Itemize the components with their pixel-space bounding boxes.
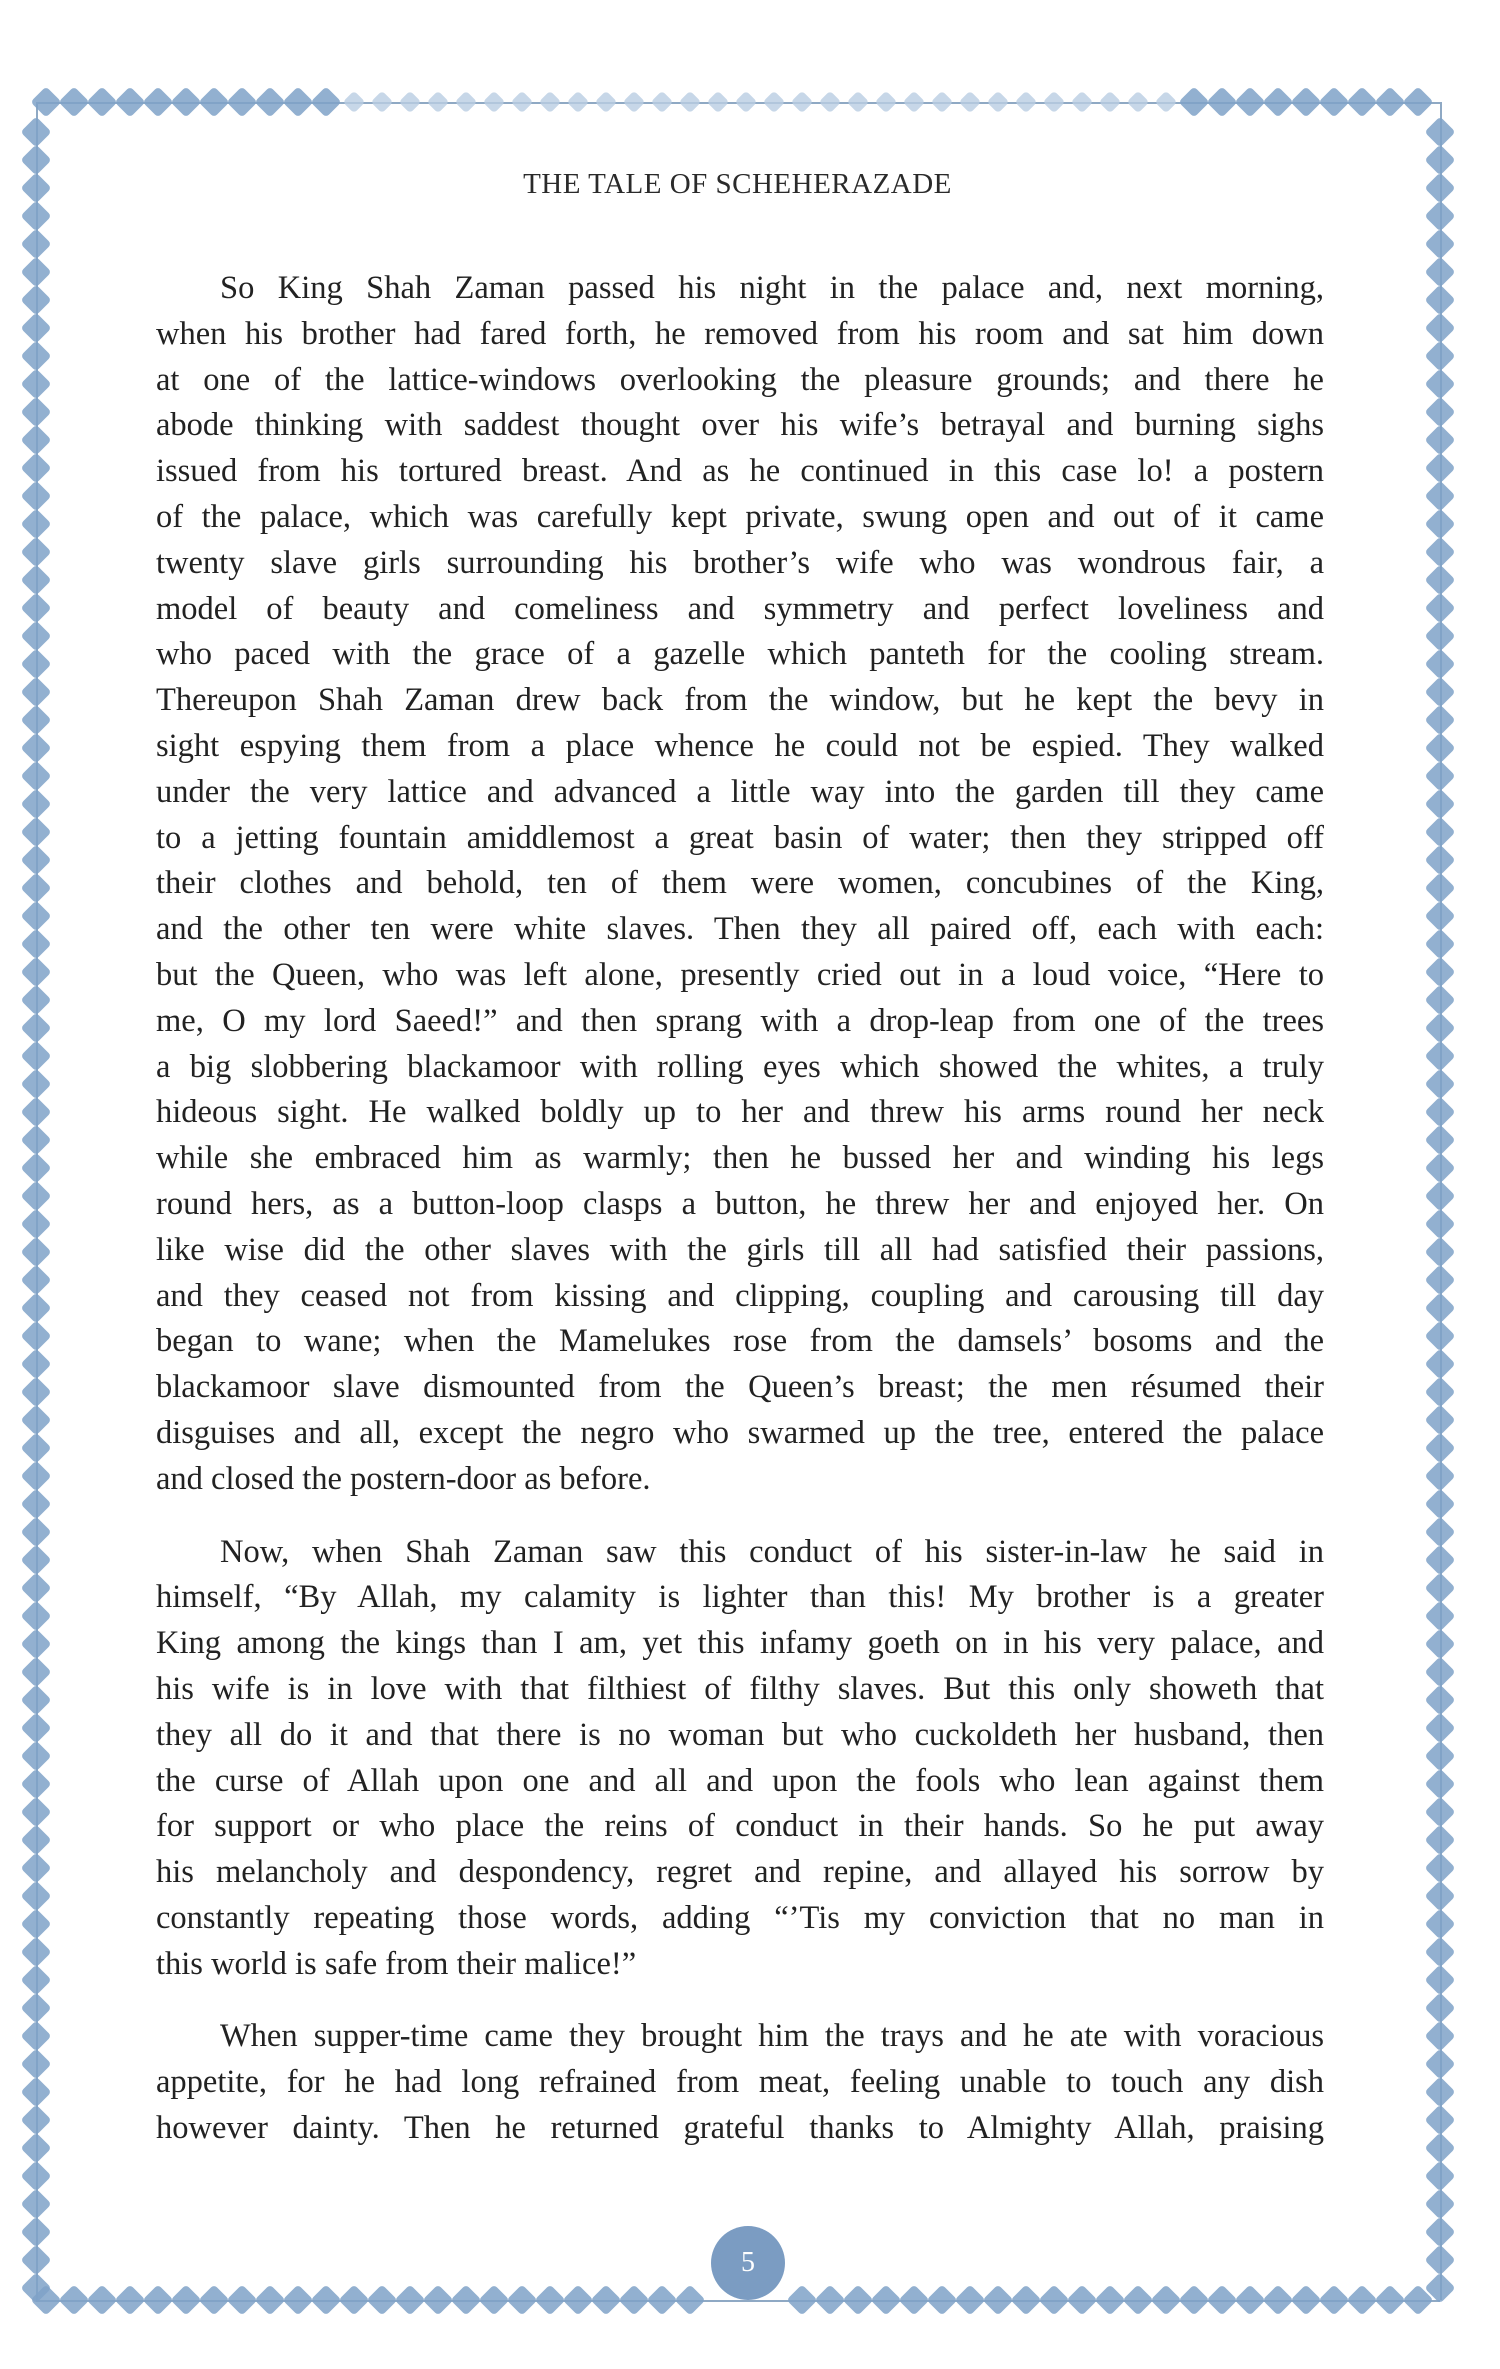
text-line: however dainty. Then he returned grateful thanks to Almighty Allah, praising [156, 2110, 1324, 2147]
text-line: and the other ten were white slaves. Then they all paired off, each with each: [156, 911, 1324, 948]
ornament-icon [20, 1796, 51, 1827]
ornament-icon [20, 2104, 51, 2135]
ornament-icon [20, 1376, 51, 1407]
ornament-icon [142, 86, 173, 117]
ornament-icon [1424, 2244, 1455, 2275]
ornament-icon [20, 2132, 51, 2163]
ornament-icon [1015, 91, 1038, 114]
ornament-icon [20, 1208, 51, 1239]
ornament-icon [1262, 2284, 1293, 2315]
ornament-icon [1424, 452, 1455, 483]
ornament-icon [20, 480, 51, 511]
ornament-icon [1424, 312, 1455, 343]
ornament-icon [1424, 1740, 1455, 1771]
text-line: to a jetting fountain amiddlemost a great basin of water; then they stripped off [156, 819, 1324, 856]
ornament-icon [20, 732, 51, 763]
ornament-icon [20, 592, 51, 623]
ornament-icon [1424, 1908, 1455, 1939]
ornament-icon [1424, 200, 1455, 231]
ornament-icon [1206, 2284, 1237, 2315]
ornament-icon [1424, 788, 1455, 819]
ornament-icon [1424, 1152, 1455, 1183]
ornament-icon [926, 2284, 957, 2315]
text-line: disguises and all, except the negro who swarmed up the tree, entered the palace [156, 1414, 1324, 1451]
ornament-icon [674, 2284, 705, 2315]
ornament-icon [1374, 2284, 1405, 2315]
ornament-icon [20, 1656, 51, 1687]
ornament-icon [1424, 1236, 1455, 1267]
ornament-icon [1424, 676, 1455, 707]
ornament-icon [1424, 928, 1455, 959]
ornament-icon [1424, 480, 1455, 511]
paragraph [156, 1530, 1324, 1988]
ornament-icon [20, 1600, 51, 1631]
text-line: at one of the lattice-windows overlooking the pleasure grounds; and there he [156, 361, 1324, 398]
text-line: model of beauty and comeliness and symmetry and perfect loveliness and [156, 590, 1324, 627]
ornament-icon [20, 1768, 51, 1799]
ornament-icon [20, 676, 51, 707]
text-line: issued from his tortured breast. And as he continued in this case lo! a postern [156, 453, 1324, 490]
ornament-icon [20, 536, 51, 567]
ornament-icon [310, 86, 341, 117]
ornament-icon [20, 1740, 51, 1771]
ornament-icon [455, 91, 478, 114]
ornament-icon [1318, 86, 1349, 117]
ornament-icon [1234, 86, 1265, 117]
ornament-icon [20, 760, 51, 791]
text-line: while she embraced him as warmly; then he bussed her and winding his legs [156, 1140, 1324, 1177]
ornament-icon [450, 2284, 481, 2315]
ornament-icon [198, 86, 229, 117]
ornament-icon [20, 1040, 51, 1071]
ornament-icon [511, 91, 534, 114]
ornament-icon [1094, 2284, 1125, 2315]
ornament-icon [20, 368, 51, 399]
text-line: King among the kings than I am, yet this infamy goeth on in his very palace, and [156, 1625, 1324, 1662]
ornament-icon [1424, 1544, 1455, 1575]
ornament-icon [366, 2284, 397, 2315]
ornament-icon [1424, 368, 1455, 399]
ornament-icon [20, 1124, 51, 1155]
ornament-icon [20, 956, 51, 987]
text-line: sight espying them from a place whence he could not be espied. They walked [156, 727, 1324, 764]
ornament-icon [1346, 2284, 1377, 2315]
ornament-icon [1424, 564, 1455, 595]
text-line: and they ceased not from kissing and clipping, coupling and carousing till day [156, 1277, 1324, 1314]
ornament-icon [1424, 536, 1455, 567]
ornament-icon [1346, 86, 1377, 117]
ornament-icon [142, 2284, 173, 2315]
text-line: the curse of Allah upon one and all and upon the fools who lean against them [156, 1762, 1324, 1799]
ornament-icon [1424, 872, 1455, 903]
text-line: himself, “By Allah, my calamity is lighter than this! My brother is a greater [156, 1579, 1324, 1616]
ornament-icon [1424, 1712, 1455, 1743]
ornament-icon [20, 1516, 51, 1547]
text-line: abode thinking with saddest thought over his wife’s betrayal and burning sighs [156, 407, 1324, 444]
ornament-icon [20, 1236, 51, 1267]
ornament-icon [20, 2216, 51, 2247]
ornament-icon [1071, 91, 1094, 114]
ornament-icon [399, 91, 422, 114]
ornament-icon [1290, 86, 1321, 117]
ornament-icon [1424, 816, 1455, 847]
ornament-icon [20, 1348, 51, 1379]
ornament-icon [1424, 2188, 1455, 2219]
ornament-icon [394, 2284, 425, 2315]
ornament-icon [1424, 1460, 1455, 1491]
body-text [156, 266, 1324, 2179]
page-title: THE TALE OF SCHEHERAZADE [523, 168, 952, 200]
text-line: Now, when Shah Zaman saw this conduct of his sister-in-law he said in [220, 1533, 1324, 1570]
text-line: they all do it and that there is no woman but who cuckoldeth her husband, then [156, 1716, 1324, 1753]
ornament-icon [1424, 648, 1455, 679]
ornament-icon [20, 1292, 51, 1323]
ornament-icon [1424, 1096, 1455, 1127]
ornament-icon [1424, 1656, 1455, 1687]
ornament-icon [1424, 1936, 1455, 1967]
ornament-icon [1262, 86, 1293, 117]
ornament-icon [20, 928, 51, 959]
ornament-icon [282, 86, 313, 117]
ornament-icon [20, 2244, 51, 2275]
ornament-icon [1290, 2284, 1321, 2315]
ornament-icon [1424, 1264, 1455, 1295]
ornament-icon [20, 984, 51, 1015]
ornament-icon [20, 816, 51, 847]
ornament-icon [1402, 86, 1433, 117]
ornament-icon [539, 91, 562, 114]
text-line: me, O my lord Saeed!” and then sprang with a drop-leap from one of the trees [156, 1002, 1324, 1039]
ornament-icon [786, 2284, 817, 2315]
ornament-icon [254, 86, 285, 117]
ornament-icon [20, 452, 51, 483]
ornament-icon [1424, 256, 1455, 287]
ornament-icon [1424, 508, 1455, 539]
ornament-icon [987, 91, 1010, 114]
text-line: for support or who place the reins of conduct in their hands. So he put away [156, 1808, 1324, 1845]
paragraph [156, 266, 1324, 1503]
ornament-icon [1424, 1628, 1455, 1659]
ornament-icon [20, 1712, 51, 1743]
ornament-icon [1424, 116, 1455, 147]
ornament-icon [679, 91, 702, 114]
ornament-icon [954, 2284, 985, 2315]
ornament-icon [982, 2284, 1013, 2315]
ornament-icon [1155, 91, 1178, 114]
ornament-icon [20, 1880, 51, 1911]
ornament-icon [1066, 2284, 1097, 2315]
ornament-icon [1424, 1376, 1455, 1407]
ornament-icon [422, 2284, 453, 2315]
ornament-icon [20, 200, 51, 231]
ornament-icon [791, 91, 814, 114]
ornament-icon [814, 2284, 845, 2315]
ornament-icon [1424, 1824, 1455, 1855]
ornament-icon [534, 2284, 565, 2315]
ornament-icon [371, 91, 394, 114]
ornament-icon [20, 620, 51, 651]
ornament-icon [20, 648, 51, 679]
ornament-icon [226, 2284, 257, 2315]
ornament-icon [1424, 396, 1455, 427]
ornament-icon [20, 1684, 51, 1715]
text-line: under the very lattice and advanced a little way into the garden till they came [156, 773, 1324, 810]
ornament-icon [20, 256, 51, 287]
ornament-icon [1234, 2284, 1265, 2315]
ornament-icon [1424, 2048, 1455, 2079]
ornament-icon [1178, 86, 1209, 117]
ornament-icon [310, 2284, 341, 2315]
ornament-icon [20, 1852, 51, 1883]
ornament-icon [1038, 2284, 1069, 2315]
text-line: his melancholy and despondency, regret and repine, and allayed his sorrow by [156, 1854, 1324, 1891]
ornament-icon [170, 2284, 201, 2315]
ornament-icon [1424, 424, 1455, 455]
ornament-icon [1424, 1404, 1455, 1435]
ornament-icon [20, 284, 51, 315]
ornament-icon [1010, 2284, 1041, 2315]
ornament-icon [20, 1544, 51, 1575]
text-line: who paced with the grace of a gazelle which panteth for the cooling stream. [156, 636, 1324, 673]
text-line: a big slobbering blackamoor with rolling eyes which showed the whites, a truly [156, 1048, 1324, 1085]
ornament-icon [1424, 984, 1455, 1015]
text-line: round hers, as a button-loop clasps a button, he threw her and enjoyed her. On [156, 1185, 1324, 1222]
page-number-badge [711, 2226, 785, 2300]
ornament-icon [58, 86, 89, 117]
ornament-icon [1424, 900, 1455, 931]
ornament-icon [20, 1012, 51, 1043]
ornament-icon [1424, 732, 1455, 763]
ornament-icon [20, 564, 51, 595]
ornament-icon [1424, 1208, 1455, 1239]
ornament-icon [58, 2284, 89, 2315]
text-line: of the palace, which was carefully kept private, swung open and out of it came [156, 498, 1324, 535]
ornament-icon [20, 1572, 51, 1603]
ornament-icon [1424, 1600, 1455, 1631]
ornament-icon [1424, 228, 1455, 259]
ornament-icon [1178, 2284, 1209, 2315]
text-line: when his brother had fared forth, he removed from his room and sat him down [156, 315, 1324, 352]
text-line: blackamoor slave dismounted from the Queen’s breast; the men résumed their [156, 1369, 1324, 1406]
ornament-icon [1424, 592, 1455, 623]
ornament-icon [170, 86, 201, 117]
ornament-icon [20, 1264, 51, 1295]
ornament-icon [282, 2284, 313, 2315]
ornament-icon [1424, 284, 1455, 315]
text-line: Thereupon Shah Zaman drew back from the window, but he kept the bevy in [156, 682, 1324, 719]
ornament-icon [86, 2284, 117, 2315]
ornament-icon [1424, 1880, 1455, 1911]
ornament-icon [1099, 91, 1122, 114]
text-line: twenty slave girls surrounding his brother’s wife who was wondrous fair, a [156, 544, 1324, 581]
ornament-icon [1150, 2284, 1181, 2315]
ornament-icon [1424, 1992, 1455, 2023]
ornament-icon [870, 2284, 901, 2315]
ornament-icon [847, 91, 870, 114]
ornament-icon [1424, 1768, 1455, 1799]
ornament-icon [567, 91, 590, 114]
ornament-icon [1374, 86, 1405, 117]
ornament-icon [1318, 2284, 1349, 2315]
page-number: 5 [741, 2247, 755, 2278]
ornament-icon [427, 91, 450, 114]
ornament-icon [595, 91, 618, 114]
ornament-icon [842, 2284, 873, 2315]
ornament-icon [20, 228, 51, 259]
text-line: hideous sight. He walked boldly up to her and threw his arms round her neck [156, 1094, 1324, 1131]
ornament-icon [623, 91, 646, 114]
ornament-icon [903, 91, 926, 114]
ornament-icon [20, 900, 51, 931]
ornament-icon [959, 91, 982, 114]
ornament-icon [1424, 1572, 1455, 1603]
ornament-icon [1424, 760, 1455, 791]
ornament-icon [651, 91, 674, 114]
ornament-icon [20, 1432, 51, 1463]
ornament-icon [1424, 1852, 1455, 1883]
ornament-icon [1424, 2216, 1455, 2247]
ornament-icon [20, 1096, 51, 1127]
ornament-icon [20, 1992, 51, 2023]
ornament-icon [20, 116, 51, 147]
ornament-icon [1424, 1432, 1455, 1463]
text-line: like wise did the other slaves with the girls till all had satisfied their passions, [156, 1231, 1324, 1268]
ornament-icon [898, 2284, 929, 2315]
text-line: and closed the postern-door as before. [156, 1460, 651, 1497]
ornament-icon [1424, 1488, 1455, 1519]
ornament-icon [20, 1068, 51, 1099]
text-line: their clothes and behold, ten of them were women, concubines of the King, [156, 865, 1324, 902]
ornament-icon [478, 2284, 509, 2315]
ornament-icon [343, 91, 366, 114]
ornament-icon [483, 91, 506, 114]
ornament-icon [20, 1824, 51, 1855]
ornament-icon [254, 2284, 285, 2315]
text-line: his wife is in love with that filthiest of filthy slaves. But this only showeth that [156, 1670, 1324, 1707]
ornament-icon [562, 2284, 593, 2315]
ornament-icon [20, 1460, 51, 1491]
ornament-icon [819, 91, 842, 114]
ornament-icon [20, 396, 51, 427]
ornament-icon [198, 2284, 229, 2315]
ornament-icon [338, 2284, 369, 2315]
ornament-icon [20, 508, 51, 539]
ornament-icon [20, 2020, 51, 2051]
text-line: appetite, for he had long refrained from meat, feeling unable to touch any dish [156, 2064, 1324, 2101]
text-line: began to wane; when the Mamelukes rose from the damsels’ bosoms and the [156, 1323, 1324, 1360]
text-line: but the Queen, who was left alone, presently cried out in a loud voice, “Here to [156, 956, 1324, 993]
ornament-icon [86, 86, 117, 117]
ornament-icon [1127, 91, 1150, 114]
ornament-icon [20, 1488, 51, 1519]
ornament-icon [1424, 704, 1455, 735]
ornament-icon [1424, 1180, 1455, 1211]
ornament-icon [20, 2048, 51, 2079]
ornament-icon [114, 2284, 145, 2315]
ornament-icon [590, 2284, 621, 2315]
ornament-icon [1424, 1964, 1455, 1995]
ornament-icon [20, 704, 51, 735]
ornament-icon [506, 2284, 537, 2315]
ornament-icon [114, 86, 145, 117]
paragraph [156, 2014, 1324, 2151]
ornament-icon [1424, 620, 1455, 651]
ornament-icon [20, 788, 51, 819]
ornament-icon [1424, 1516, 1455, 1547]
ornament-icon [20, 424, 51, 455]
ornament-icon [1424, 956, 1455, 987]
ornament-icon [931, 91, 954, 114]
ornament-icon [1424, 2160, 1455, 2191]
ornament-icon [1424, 2132, 1455, 2163]
ornament-icon [1043, 91, 1066, 114]
ornament-icon [20, 1320, 51, 1351]
ornament-icon [618, 2284, 649, 2315]
ornament-icon [20, 872, 51, 903]
ornament-icon [1424, 1320, 1455, 1351]
text-line: When supper-time came they brought him the trays and he ate with voracious [220, 2018, 1324, 2055]
ornament-icon [20, 1180, 51, 1211]
ornament-icon [20, 1152, 51, 1183]
ornament-icon [20, 1404, 51, 1435]
ornament-icon [20, 1908, 51, 1939]
ornament-icon [20, 340, 51, 371]
ornament-icon [1424, 1124, 1455, 1155]
ornament-icon [20, 2076, 51, 2107]
text-line: this world is safe from their malice!” [156, 1945, 637, 1982]
ornament-icon [875, 91, 898, 114]
ornament-icon [20, 2188, 51, 2219]
ornament-icon [20, 1936, 51, 1967]
ornament-icon [1206, 86, 1237, 117]
ornament-icon [20, 2160, 51, 2191]
ornament-icon [1424, 2076, 1455, 2107]
ornament-icon [1424, 1348, 1455, 1379]
ornament-icon [20, 844, 51, 875]
ornament-icon [1424, 2020, 1455, 2051]
ornament-icon [1424, 1796, 1455, 1827]
ornament-icon [20, 1628, 51, 1659]
ornament-icon [646, 2284, 677, 2315]
ornament-icon [1122, 2284, 1153, 2315]
ornament-icon [707, 91, 730, 114]
ornament-icon [1424, 1012, 1455, 1043]
ornament-icon [735, 91, 758, 114]
ornament-icon [226, 86, 257, 117]
text-line: So King Shah Zaman passed his night in the palace and, next morning, [220, 270, 1324, 306]
ornament-icon [20, 1964, 51, 1995]
ornament-icon [1424, 1040, 1455, 1071]
ornament-icon [1424, 1068, 1455, 1099]
ornament-icon [1424, 340, 1455, 371]
ornament-icon [20, 312, 51, 343]
ornament-icon [1424, 844, 1455, 875]
text-line: constantly repeating those words, adding “’Tis my conviction that no man in [156, 1899, 1324, 1936]
ornament-icon [1424, 2104, 1455, 2135]
ornament-icon [1424, 1292, 1455, 1323]
ornament-icon [1424, 1684, 1455, 1715]
ornament-icon [763, 91, 786, 114]
